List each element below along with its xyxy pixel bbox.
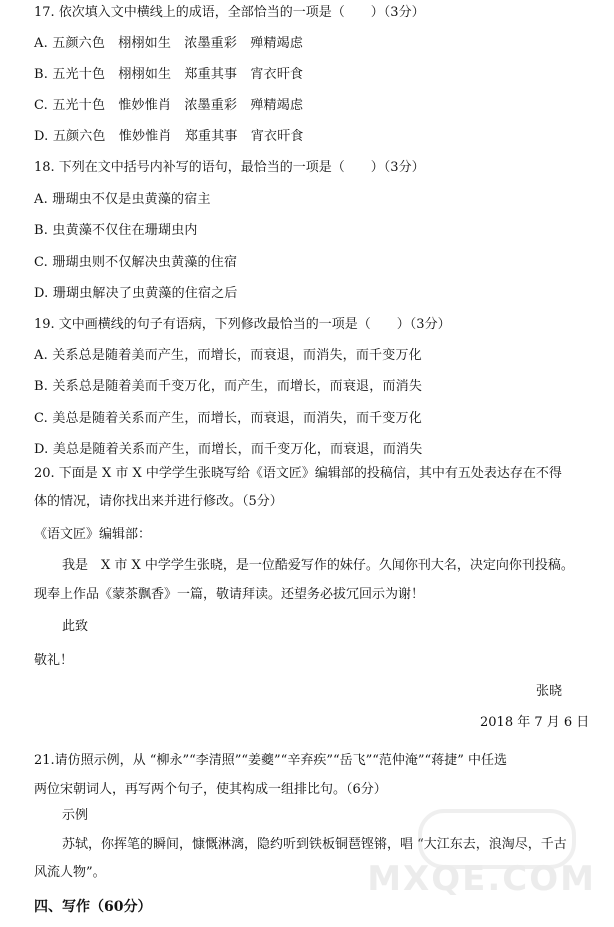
q20-stem-line2: 体的情况，请你找出来并进行修改。（5分） [34,494,283,509]
q18-option-c: C. 珊瑚虫则不仅解决虫黄藻的住宿 [34,255,238,270]
q17-option-d: D. 五颜六色 惟妙惟肖 郑重其事 宵衣旰食 [34,129,304,144]
watermark-logo [367,809,606,899]
q17-option-b: B. 五光十色 栩栩如生 郑重其事 宵衣旰食 [34,67,304,82]
q21-example-line1: 苏轼，你挥笔的瞬间，慷慨淋漓，隐约听到铁板铜琶铿锵，唱 “大江东去，浪淘尽，千古 [62,837,567,852]
q21-example-label: 示例 [62,808,89,823]
letter-closing-1: 此致 [62,619,89,634]
q21-example-line2: 风流人物”。 [34,865,106,880]
q17-stem: 17. 依次填入文中横线上的成语，全部恰当的一项是（ ）（3分） [34,5,425,20]
letter-signature: 张晓 [536,684,563,699]
q19-option-a: A. 关系总是随着美而产生，而增长，而衰退，而消失，而千变万化 [34,348,422,363]
letter-body-line1: 我是 X 市 X 中学学生张晓，是一位酷爱写作的妹仔。久闻你刊大名，决定向你刊投稿。 [62,558,574,573]
q21-stem-line1: 21.请仿照示例，从 “柳永”“李清照”“姜夔”“辛弃疾”“岳飞”“范仲淹”“蒋捷” 中任选 [34,753,507,768]
q18-stem: 18. 下列在文中括号内补写的语句，最恰当的一项是（ ）（3分） [34,160,425,175]
watermark-text: MXQE.COM [367,859,596,899]
q18-option-d: D. 珊瑚虫解决了虫黄藻的住宿之后 [34,286,238,301]
letter-body-line2: 现奉上作品《蒙茶飘香》一篇，敬请拜读。还望务必拔冗回示为谢！ [34,587,425,602]
letter-date: 2018 年 7 月 6 日 [480,715,590,730]
q17-option-c: C. 五光十色 惟妙惟肖 浓墨重彩 殚精竭虑 [34,98,304,113]
q21-stem-line2: 两位宋朝词人，再写两个句子，使其构成一组排比句。（6分） [34,782,387,797]
q19-stem: 19. 文中画横线的句子有语病，下列修改最恰当的一项是（ ）（3分） [34,317,451,332]
q20-stem-line1: 20. 下面是 X 市 X 中学学生张晓写给《语文匠》编辑部的投稿信，其中有五处表达存在不得 [34,466,562,481]
q18-option-b: B. 虫黄藻不仅住在珊瑚虫内 [34,223,198,238]
q18-option-a: A. 珊瑚虫不仅是虫黄藻的宿主 [34,192,211,207]
letter-closing-2: 敬礼！ [34,653,74,668]
section-4-heading: 四、写作（60分） [34,899,152,915]
q17-option-a: A. 五颜六色 栩栩如生 浓墨重彩 殚精竭虑 [34,36,304,51]
letter-salutation: 《语文匠》编辑部： [34,527,152,542]
q19-option-d: D. 美总是随着关系而产生，而增长，而千变万化，而衰退，而消失 [34,442,423,457]
q19-option-b: B. 关系总是随着美而千变万化，而产生，而增长，而衰退，而消失 [34,379,423,394]
q19-option-c: C. 美总是随着关系而产生，而增长，而衰退，而消失，而千变万化 [34,411,422,426]
